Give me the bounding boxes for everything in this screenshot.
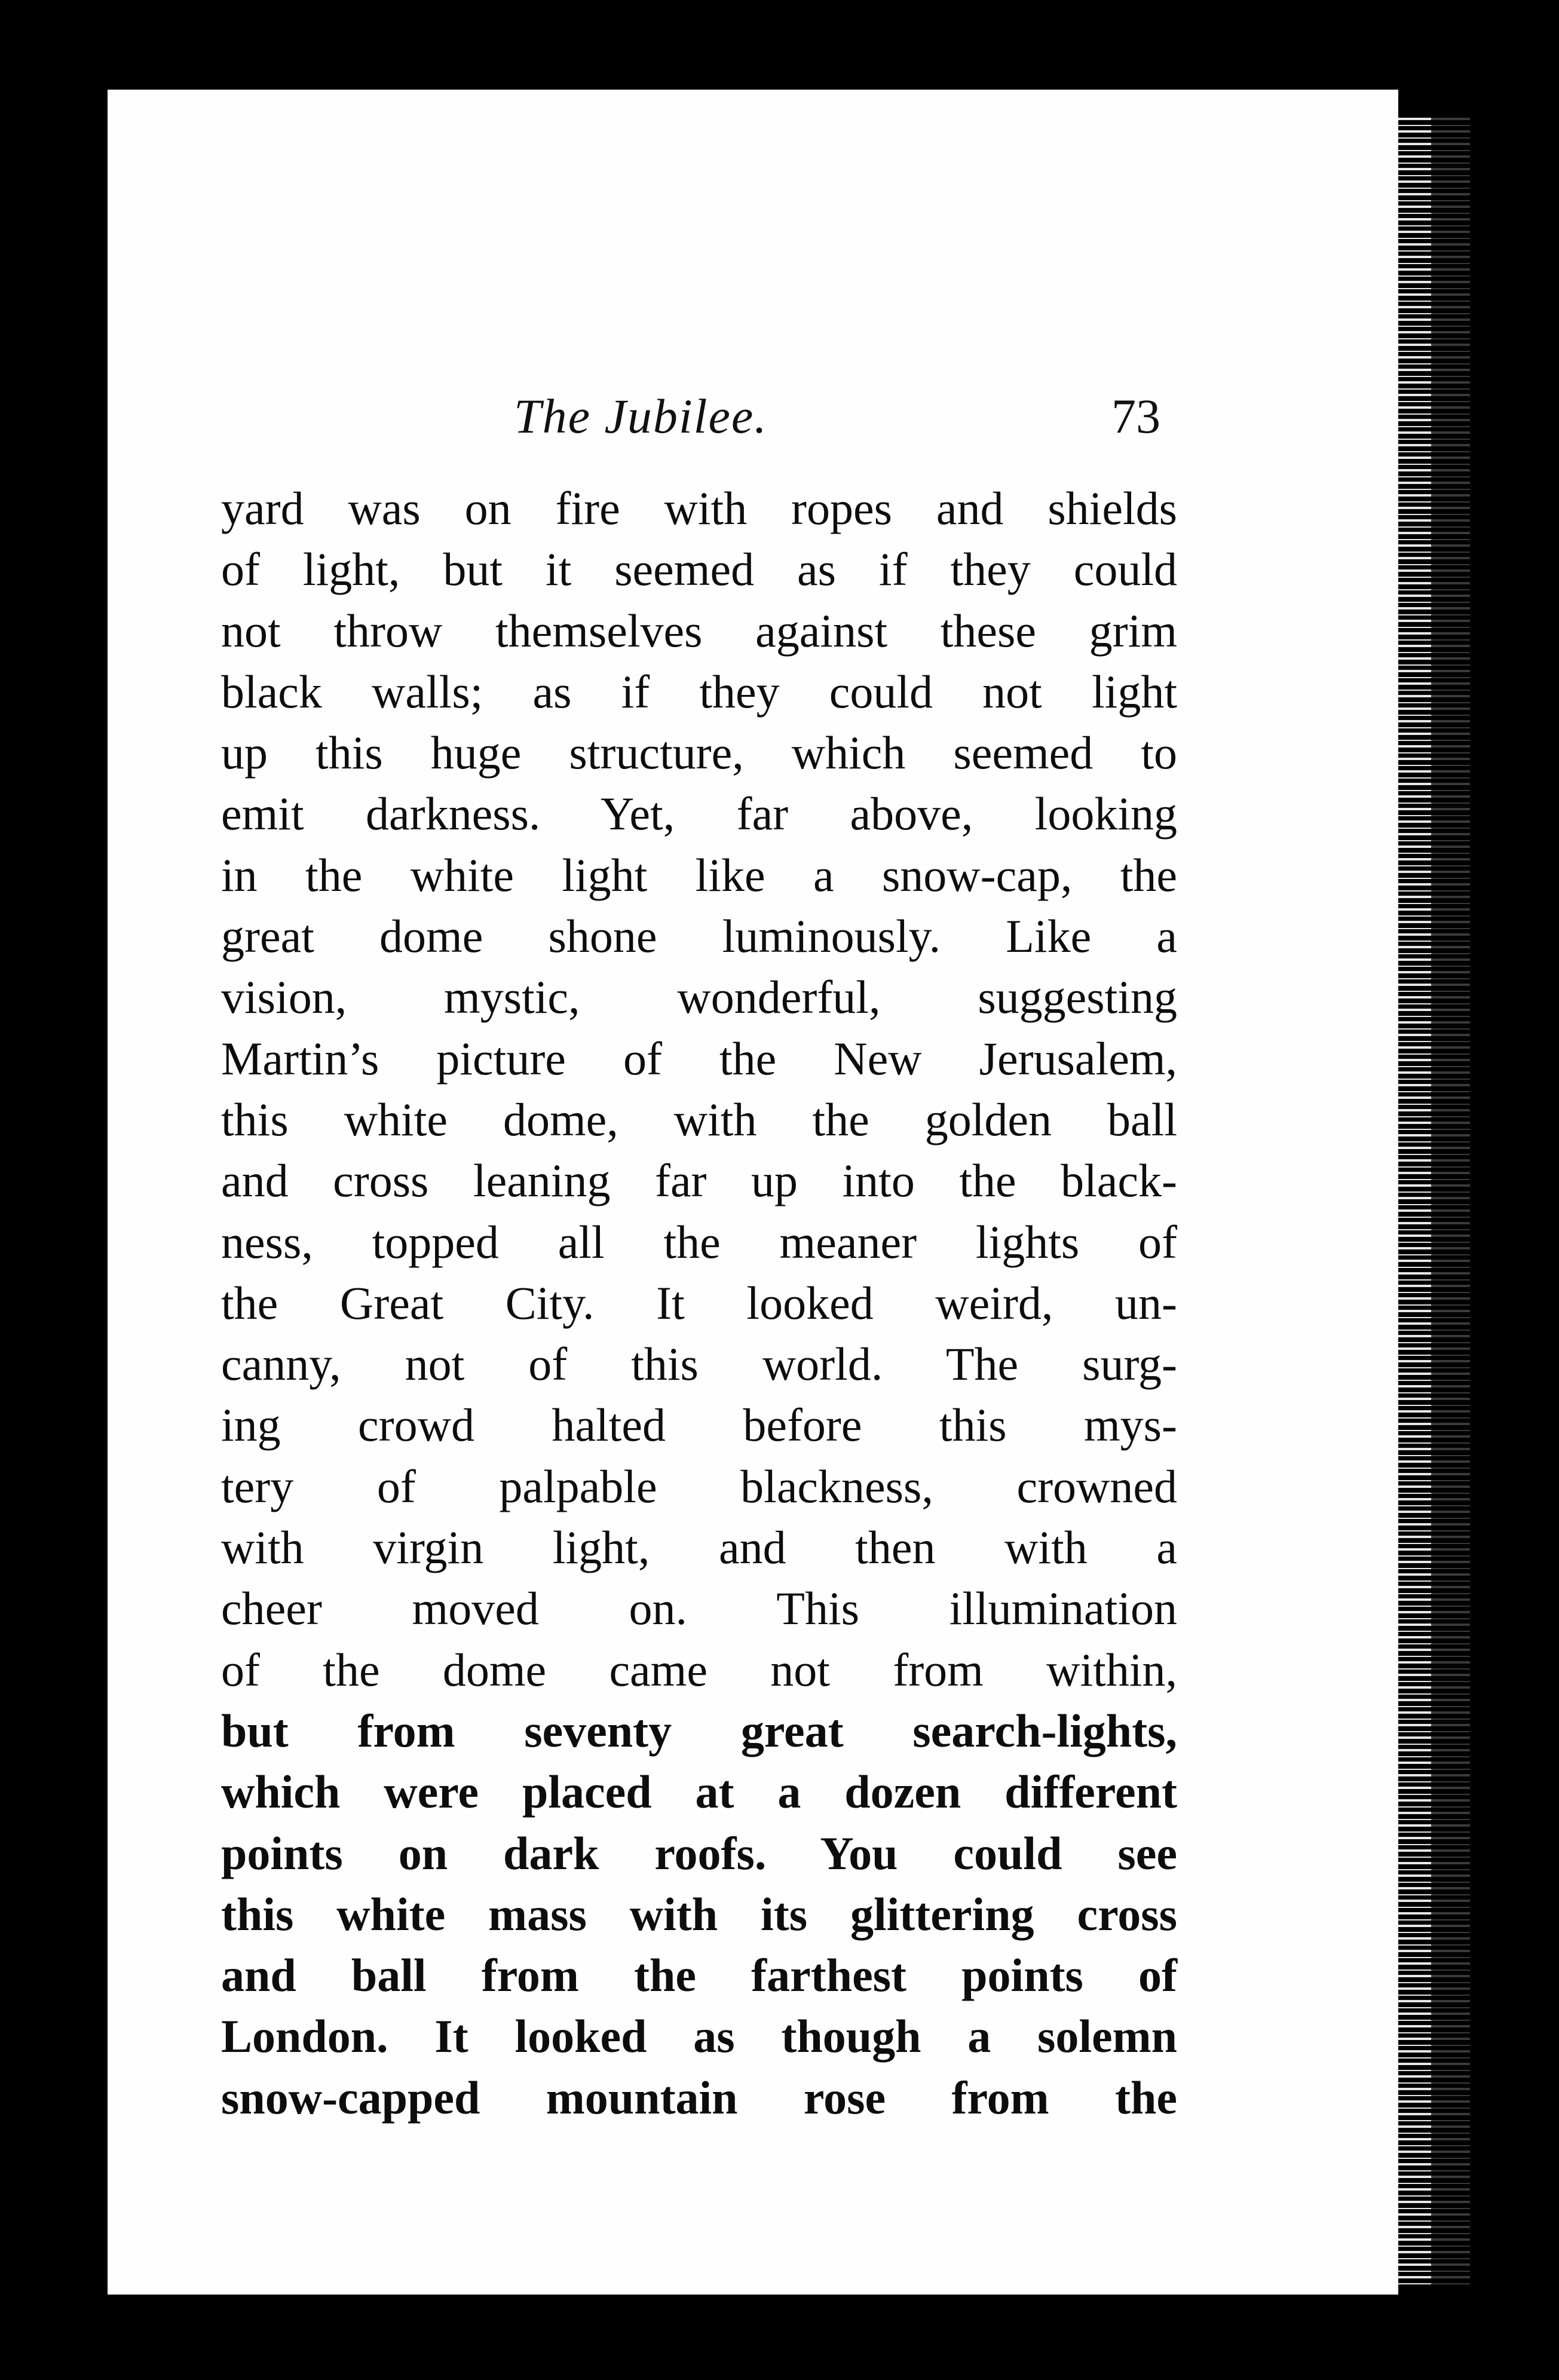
- text-line: ing crowd halted before this mys-: [221, 1399, 1177, 1451]
- page-header: [108, 388, 1398, 460]
- text-line: London. It looked as though a solemn: [221, 2010, 1177, 2063]
- text-line: this white mass with its glittering cross: [221, 1888, 1177, 1940]
- text-line: and cross leaning far up into the black-: [221, 1154, 1177, 1207]
- right-page-edge-shadow: [1431, 114, 1470, 2289]
- text-line: snow-capped mountain rose from the: [221, 2071, 1177, 2124]
- text-line: canny, not of this world. The surg-: [221, 1338, 1177, 1390]
- text-line: points on dark roofs. You could see: [221, 1827, 1177, 1879]
- text-line: emit darkness. Yet, far above, looking: [221, 788, 1177, 840]
- text-line: this white dome, with the golden ball: [221, 1093, 1177, 1145]
- body-text: [221, 478, 1177, 2128]
- text-line: in the white light like a snow-cap, the: [221, 849, 1177, 901]
- page-number: 73: [1111, 389, 1160, 443]
- text-line: with virgin light, and then with a: [221, 1521, 1177, 1574]
- text-line: and ball from the farthest points of: [221, 1949, 1177, 2002]
- left-binding-shadow: [71, 90, 112, 2295]
- text-line: the Great City. It looked weird, un-: [221, 1276, 1177, 1329]
- text-line: up this huge structure, which seemed to: [221, 727, 1177, 779]
- text-line: of light, but it seemed as if they could: [221, 543, 1177, 596]
- text-line: yard was on fire with ropes and shields: [221, 482, 1177, 534]
- page-sheet: [108, 90, 1398, 2295]
- text-line: ness, topped all the meaner lights of: [221, 1215, 1177, 1268]
- text-line: vision, mystic, wonderful, suggesting: [221, 971, 1177, 1024]
- text-line: not throw themselves against these grim: [221, 604, 1177, 657]
- text-line: black walls; as if they could not light: [221, 665, 1177, 718]
- text-line: great dome shone luminously. Like a: [221, 910, 1177, 963]
- text-line: which were placed at a dozen different: [221, 1766, 1177, 1818]
- text-line: but from seventy great search-lights,: [221, 1704, 1177, 1757]
- text-line: of the dome came not from within,: [221, 1643, 1177, 1696]
- text-line: cheer moved on. This illumination: [221, 1582, 1177, 1635]
- running-title: The Jubilee.: [514, 389, 768, 443]
- text-line: tery of palpable blackness, crowned: [221, 1460, 1177, 1512]
- text-line: Martin’s picture of the New Jerusalem,: [221, 1032, 1177, 1085]
